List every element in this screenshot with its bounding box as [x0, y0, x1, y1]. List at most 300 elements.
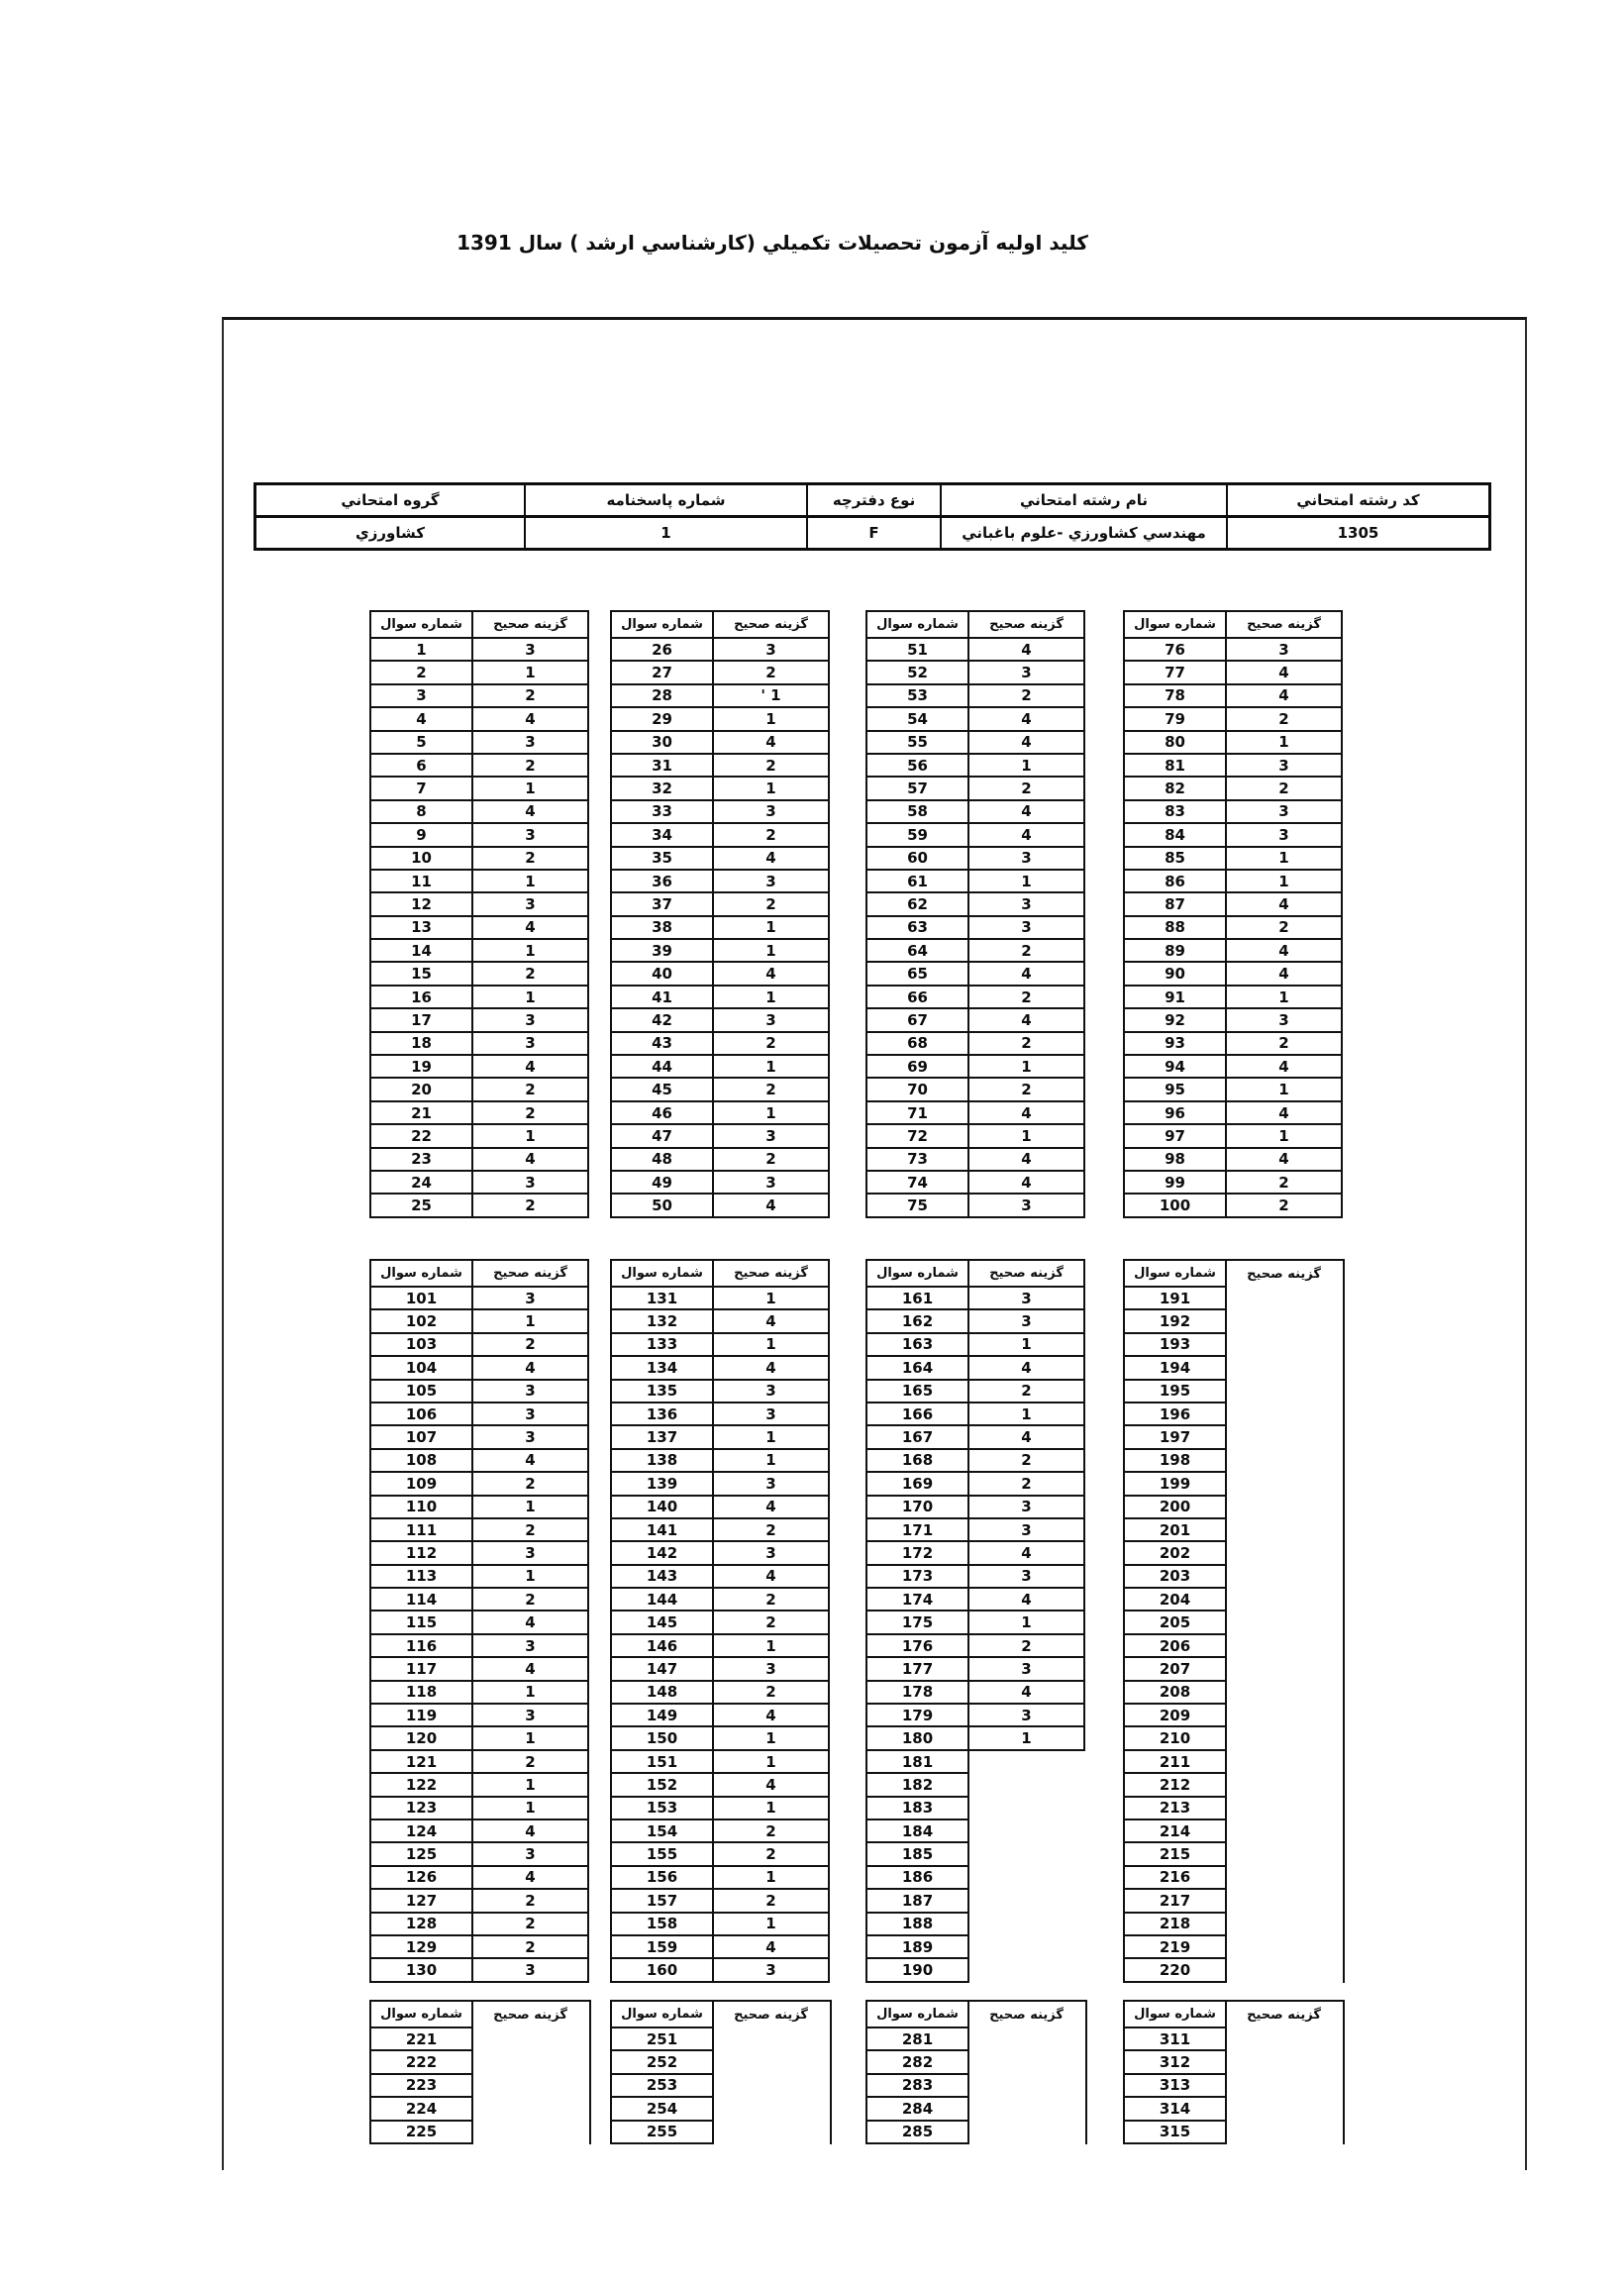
answer-table-q1-25 — [369, 610, 591, 1218]
page-title: کليد اوليه آزمون تحصيلات تکميلي (کارشناسي ارشد ) سال 1391 — [457, 231, 1088, 255]
answer-cell: 3 — [1225, 799, 1343, 824]
answer-cell — [471, 2027, 589, 2051]
question-number-cell: 221 — [369, 2027, 473, 2051]
answer-row — [369, 938, 591, 963]
answer-row — [1123, 1100, 1345, 1125]
answer-cell — [1225, 1471, 1343, 1496]
answer-col-header: گزينه صحيح — [967, 610, 1085, 639]
answer-row — [865, 2096, 1085, 2121]
question-number-cell: 175 — [865, 1610, 969, 1634]
answer-row — [610, 1332, 832, 1357]
question-number-cell: 153 — [610, 1796, 714, 1820]
answer-cell: 1 — [967, 753, 1085, 778]
question-number-cell: 3 — [369, 683, 473, 708]
header-row — [1123, 1259, 1343, 1288]
answer-cell: 4 — [1225, 1054, 1343, 1079]
answer-row — [865, 2073, 1085, 2098]
answer-row — [1123, 1031, 1345, 1056]
question-number-cell: 120 — [369, 1725, 473, 1750]
answer-row — [1123, 891, 1345, 916]
question-number-cell: 195 — [1123, 1379, 1227, 1403]
question-number-cell: 30 — [610, 730, 714, 755]
answer-cell — [1225, 1402, 1343, 1426]
answer-row — [610, 1587, 832, 1611]
answer-cell: 2 — [712, 1680, 830, 1705]
answer-row — [1123, 1703, 1343, 1727]
answer-cell: 1 — [712, 776, 830, 800]
question-number-cell: 222 — [369, 2049, 473, 2074]
answer-cell: 3 — [967, 1495, 1085, 1519]
answer-cell — [1225, 1587, 1343, 1611]
answer-row — [369, 1772, 591, 1797]
answer-row — [369, 799, 591, 824]
answer-cell: 1 — [712, 1424, 830, 1449]
header-row — [610, 1259, 832, 1288]
question-col-header: شماره سوال — [369, 2000, 473, 2028]
answer-cell: 4 — [1225, 938, 1343, 963]
question-number-cell: 42 — [610, 1007, 714, 1032]
question-number-cell: 138 — [610, 1448, 714, 1473]
question-number-cell: 77 — [1123, 660, 1227, 684]
answer-row — [865, 1725, 1087, 1750]
question-number-cell: 125 — [369, 1841, 473, 1866]
answer-row — [1123, 776, 1345, 800]
info-col-booklet-type — [806, 485, 940, 548]
answer-row — [369, 1725, 591, 1750]
answer-row — [1123, 1865, 1343, 1890]
answer-cell — [967, 2120, 1085, 2144]
answer-cell — [1225, 1725, 1343, 1750]
answer-cell: 4 — [471, 1448, 589, 1473]
question-number-cell: 83 — [1123, 799, 1227, 824]
answer-cell: 3 — [471, 1379, 589, 1403]
answer-row — [610, 1100, 832, 1125]
answer-row — [865, 1888, 1087, 1913]
question-number-cell: 139 — [610, 1471, 714, 1496]
answer-row — [1123, 938, 1345, 963]
question-number-cell: 137 — [610, 1424, 714, 1449]
answer-row — [369, 2073, 589, 2098]
question-number-cell: 113 — [369, 1564, 473, 1589]
answer-cell — [1225, 1819, 1343, 1843]
answer-row — [610, 1424, 832, 1449]
question-number-cell: 167 — [865, 1424, 969, 1449]
question-number-cell: 48 — [610, 1147, 714, 1172]
answer-row — [369, 1703, 591, 1727]
answer-row — [1123, 2049, 1343, 2074]
question-number-cell: 101 — [369, 1286, 473, 1310]
answer-cell: 1 — [712, 1448, 830, 1473]
answer-cell — [967, 1796, 1085, 1820]
answer-cell: 2 — [967, 1077, 1085, 1101]
question-number-cell: 161 — [865, 1286, 969, 1310]
answer-cell: 3 — [471, 891, 589, 916]
answer-cell: 3 — [967, 1308, 1085, 1333]
question-number-cell: 76 — [1123, 637, 1227, 662]
answer-cell: 2 — [471, 1517, 589, 1542]
answer-row — [865, 1865, 1087, 1890]
question-number-cell: 141 — [610, 1517, 714, 1542]
answer-row — [610, 1054, 832, 1079]
question-number-cell: 202 — [1123, 1540, 1227, 1565]
answer-row — [865, 637, 1087, 662]
header-row — [865, 1259, 1087, 1288]
answer-row — [369, 846, 591, 871]
answer-row — [610, 1448, 832, 1473]
answer-row — [865, 1564, 1087, 1589]
answer-cell: 1 — [471, 776, 589, 800]
question-col-header: شماره سوال — [1123, 2000, 1227, 2028]
answer-row — [1123, 1402, 1343, 1426]
answer-cell — [1225, 2073, 1343, 2098]
answer-cell — [471, 2120, 589, 2144]
answer-row — [865, 730, 1087, 755]
answer-row — [610, 1796, 832, 1820]
question-number-cell: 84 — [1123, 822, 1227, 847]
answer-cell: 1 — [471, 1564, 589, 1589]
answer-cell — [1225, 1564, 1343, 1589]
exam-group-label: گروه امتحاني — [256, 485, 524, 518]
question-number-cell: 127 — [369, 1888, 473, 1913]
answer-row — [865, 1540, 1087, 1565]
answer-row — [369, 1680, 591, 1705]
answer-table-q311-315 — [1123, 2000, 1345, 2144]
answer-cell: 3 — [967, 1703, 1085, 1727]
answer-cell: 2 — [712, 1819, 830, 1843]
answer-cell — [471, 2096, 589, 2121]
answer-cell: 2 — [471, 1193, 589, 1217]
answer-cell: 2 — [967, 1379, 1085, 1403]
answer-row — [610, 1841, 832, 1866]
question-number-cell: 12 — [369, 891, 473, 916]
answer-row — [865, 1610, 1087, 1634]
question-number-cell: 143 — [610, 1564, 714, 1589]
question-number-cell: 251 — [610, 2027, 714, 2051]
answer-cell — [967, 1865, 1085, 1890]
answer-row — [865, 938, 1087, 963]
answer-row — [865, 683, 1087, 708]
question-number-cell: 254 — [610, 2096, 714, 2121]
answer-row — [369, 2120, 589, 2144]
answer-row — [610, 1193, 832, 1217]
question-number-cell: 136 — [610, 1402, 714, 1426]
question-number-cell: 104 — [369, 1355, 473, 1380]
question-number-cell: 213 — [1123, 1796, 1227, 1820]
question-number-cell: 140 — [610, 1495, 714, 1519]
question-number-cell: 21 — [369, 1100, 473, 1125]
question-number-cell: 28 — [610, 683, 714, 708]
question-number-cell: 193 — [1123, 1332, 1227, 1357]
answer-cell: 3 — [471, 1841, 589, 1866]
question-number-cell: 87 — [1123, 891, 1227, 916]
answer-col-header: گزينه صحيح — [471, 1259, 589, 1288]
question-number-cell: 24 — [369, 1170, 473, 1195]
answer-cell: 4 — [471, 1819, 589, 1843]
question-number-cell: 61 — [865, 869, 969, 893]
answer-cell: 3 — [471, 637, 589, 662]
question-number-cell: 199 — [1123, 1471, 1227, 1496]
answer-cell: 1 — [712, 1749, 830, 1774]
question-number-cell: 253 — [610, 2073, 714, 2098]
answer-row — [865, 1957, 1087, 1982]
answer-row — [610, 730, 832, 755]
answer-cell: 1 — [712, 1332, 830, 1357]
question-number-cell: 8 — [369, 799, 473, 824]
answer-cell — [1225, 1495, 1343, 1519]
info-col-exam-group — [256, 485, 524, 548]
answer-cell: 1 — [712, 1100, 830, 1125]
question-number-cell: 69 — [865, 1054, 969, 1079]
question-number-cell: 80 — [1123, 730, 1227, 755]
question-number-cell: 71 — [865, 1100, 969, 1125]
question-number-cell: 110 — [369, 1495, 473, 1519]
answer-row — [369, 869, 591, 893]
answer-row — [610, 776, 832, 800]
answer-row — [610, 1865, 832, 1890]
question-number-cell: 173 — [865, 1564, 969, 1589]
answer-row — [1123, 1471, 1343, 1496]
answer-cell: 1 — [712, 938, 830, 963]
answer-row — [610, 1517, 832, 1542]
answer-cell: 4 — [967, 1680, 1085, 1705]
answer-cell — [1225, 1286, 1343, 1310]
question-col-header: شماره سوال — [865, 610, 969, 639]
question-number-cell: 313 — [1123, 2073, 1227, 2098]
answer-row — [610, 637, 832, 662]
answer-cell: 3 — [1225, 637, 1343, 662]
answer-row — [610, 1402, 832, 1426]
question-number-cell: 82 — [1123, 776, 1227, 800]
answer-row — [369, 1819, 591, 1843]
question-number-cell: 41 — [610, 985, 714, 1009]
answer-cell — [1225, 1772, 1343, 1797]
answer-row — [369, 1865, 591, 1890]
answer-cell: 2 — [471, 961, 589, 986]
answer-row — [610, 1495, 832, 1519]
question-number-cell: 164 — [865, 1355, 969, 1380]
question-number-cell: 40 — [610, 961, 714, 986]
answer-cell — [1225, 1332, 1343, 1357]
answer-col-header: گزينه صحيح — [471, 2000, 589, 2028]
answer-cell: 4 — [471, 799, 589, 824]
answer-cell: 3 — [471, 730, 589, 755]
answer-cell: 2 — [712, 1077, 830, 1101]
answer-cell: 1 — [1225, 730, 1343, 755]
answer-cell: 2 — [712, 1031, 830, 1056]
question-number-cell: 176 — [865, 1633, 969, 1658]
answer-row — [865, 846, 1087, 871]
answer-row — [865, 1819, 1087, 1843]
question-number-cell: 283 — [865, 2073, 969, 2098]
question-number-cell: 55 — [865, 730, 969, 755]
question-number-cell: 44 — [610, 1054, 714, 1079]
answer-cell: 2 — [967, 776, 1085, 800]
question-number-cell: 111 — [369, 1517, 473, 1542]
answer-row — [865, 1031, 1087, 1056]
answer-cell: 3 — [471, 1170, 589, 1195]
question-number-cell: 6 — [369, 753, 473, 778]
answer-cell — [967, 1749, 1085, 1774]
answer-cell: 2 — [712, 1517, 830, 1542]
answer-cell: 3 — [1225, 753, 1343, 778]
question-number-cell: 315 — [1123, 2120, 1227, 2144]
answer-row — [610, 1031, 832, 1056]
answer-row — [610, 2049, 830, 2074]
answer-cell: 3 — [712, 869, 830, 893]
question-number-cell: 224 — [369, 2096, 473, 2121]
answer-cell: 2 — [471, 1888, 589, 1913]
answer-row — [369, 1308, 591, 1333]
answer-cell: 3 — [471, 1402, 589, 1426]
question-number-cell: 112 — [369, 1540, 473, 1565]
answer-cell — [1225, 1865, 1343, 1890]
question-number-cell: 89 — [1123, 938, 1227, 963]
answer-row — [610, 753, 832, 778]
answer-cell: 2 — [471, 846, 589, 871]
question-number-cell: 66 — [865, 985, 969, 1009]
answer-cell: 1 — [712, 1725, 830, 1750]
question-number-cell: 158 — [610, 1912, 714, 1936]
answer-cell — [1225, 1424, 1343, 1449]
question-number-cell: 154 — [610, 1819, 714, 1843]
answer-row — [1123, 1772, 1343, 1797]
answer-cell: 4 — [1225, 1100, 1343, 1125]
answer-cell — [712, 2073, 830, 2098]
answer-row — [610, 1077, 832, 1101]
question-number-cell: 10 — [369, 846, 473, 871]
question-number-cell: 4 — [369, 706, 473, 731]
answer-cell: 2 — [471, 1587, 589, 1611]
question-number-cell: 5 — [369, 730, 473, 755]
answer-row — [1123, 1379, 1343, 1403]
question-number-cell: 52 — [865, 660, 969, 684]
answer-cell — [967, 1772, 1085, 1797]
question-number-cell: 25 — [369, 1193, 473, 1217]
answer-row — [1123, 846, 1345, 871]
question-number-cell: 311 — [1123, 2027, 1227, 2051]
answer-cell: 3 — [967, 660, 1085, 684]
info-col-exam-code — [1226, 485, 1488, 548]
question-number-cell: 148 — [610, 1680, 714, 1705]
answer-cell: 1 — [471, 660, 589, 684]
answer-row — [1123, 1656, 1343, 1681]
question-number-cell: 114 — [369, 1587, 473, 1611]
answer-row — [369, 1495, 591, 1519]
answer-row — [865, 1912, 1087, 1936]
question-number-cell: 282 — [865, 2049, 969, 2074]
question-number-cell: 223 — [369, 2073, 473, 2098]
question-col-header: شماره سوال — [610, 610, 714, 639]
question-number-cell: 135 — [610, 1379, 714, 1403]
answer-table-q51-75 — [865, 610, 1087, 1218]
question-number-cell: 142 — [610, 1540, 714, 1565]
answer-row — [369, 1054, 591, 1079]
question-number-cell: 170 — [865, 1495, 969, 1519]
answer-col-header: گزينه صحيح — [1225, 610, 1343, 639]
question-number-cell: 204 — [1123, 1587, 1227, 1611]
answer-row — [369, 1934, 591, 1959]
answer-cell — [1225, 1934, 1343, 1959]
question-number-cell: 128 — [369, 1912, 473, 1936]
answer-cell — [1225, 1841, 1343, 1866]
answer-cell: 2 — [712, 1147, 830, 1172]
answer-row — [865, 822, 1087, 847]
answer-row — [865, 776, 1087, 800]
answer-cell — [1225, 1912, 1343, 1936]
answer-row — [865, 1123, 1087, 1148]
answer-row — [1123, 1123, 1345, 1148]
question-number-cell: 152 — [610, 1772, 714, 1797]
answer-cell — [967, 2027, 1085, 2051]
question-number-cell: 14 — [369, 938, 473, 963]
answer-row — [369, 1796, 591, 1820]
answer-cell: 3 — [712, 1957, 830, 1982]
question-number-cell: 50 — [610, 1193, 714, 1217]
answer-cell: 2 — [471, 1100, 589, 1125]
question-number-cell: 314 — [1123, 2096, 1227, 2121]
answer-row — [865, 2027, 1085, 2051]
answer-row — [369, 1888, 591, 1913]
answer-row — [1123, 1355, 1343, 1380]
answer-row — [610, 891, 832, 916]
answer-cell — [712, 2120, 830, 2144]
answer-cell: 3 — [967, 1286, 1085, 1310]
answer-cell: 3 — [967, 1564, 1085, 1589]
exam-name-value: مهندسي کشاورزي -علوم باغباني — [962, 524, 1206, 542]
answer-row — [369, 2027, 589, 2051]
answer-row — [1123, 1308, 1343, 1333]
answer-row — [865, 1402, 1087, 1426]
answer-row — [610, 1379, 832, 1403]
question-number-cell: 97 — [1123, 1123, 1227, 1148]
answer-cell — [1225, 1540, 1343, 1565]
answer-cell: 4 — [471, 706, 589, 731]
answer-cell: 3 — [712, 1379, 830, 1403]
answer-row — [369, 1402, 591, 1426]
question-number-cell: 121 — [369, 1749, 473, 1774]
answer-cell: 4 — [471, 915, 589, 940]
answer-table-q101-130 — [369, 1259, 591, 1983]
answer-row — [369, 1031, 591, 1056]
question-number-cell: 74 — [865, 1170, 969, 1195]
answer-row — [1123, 2120, 1343, 2144]
answer-row — [610, 1888, 832, 1913]
question-number-cell: 281 — [865, 2027, 969, 2051]
answer-cell — [1225, 2096, 1343, 2121]
question-number-cell: 109 — [369, 1471, 473, 1496]
question-number-cell: 67 — [865, 1007, 969, 1032]
answer-row — [865, 753, 1087, 778]
answer-row — [610, 1703, 832, 1727]
answer-cell: 1 — [471, 1725, 589, 1750]
answer-cell: 4 — [1225, 1147, 1343, 1172]
answer-cell: 2 — [967, 683, 1085, 708]
question-number-cell: 194 — [1123, 1355, 1227, 1380]
answer-cell: 4 — [1225, 891, 1343, 916]
question-number-cell: 47 — [610, 1123, 714, 1148]
answer-row — [369, 1540, 591, 1565]
answer-row — [369, 1123, 591, 1148]
question-number-cell: 180 — [865, 1725, 969, 1750]
answer-cell: 4 — [471, 1355, 589, 1380]
answer-cell: 2 — [712, 660, 830, 684]
answer-cell: 1 — [967, 1725, 1085, 1750]
answer-col-header: گزينه صحيح — [712, 1259, 830, 1288]
question-number-cell: 181 — [865, 1749, 969, 1774]
answer-row — [369, 1193, 591, 1217]
question-number-cell: 192 — [1123, 1308, 1227, 1333]
answer-cell: 3 — [712, 799, 830, 824]
